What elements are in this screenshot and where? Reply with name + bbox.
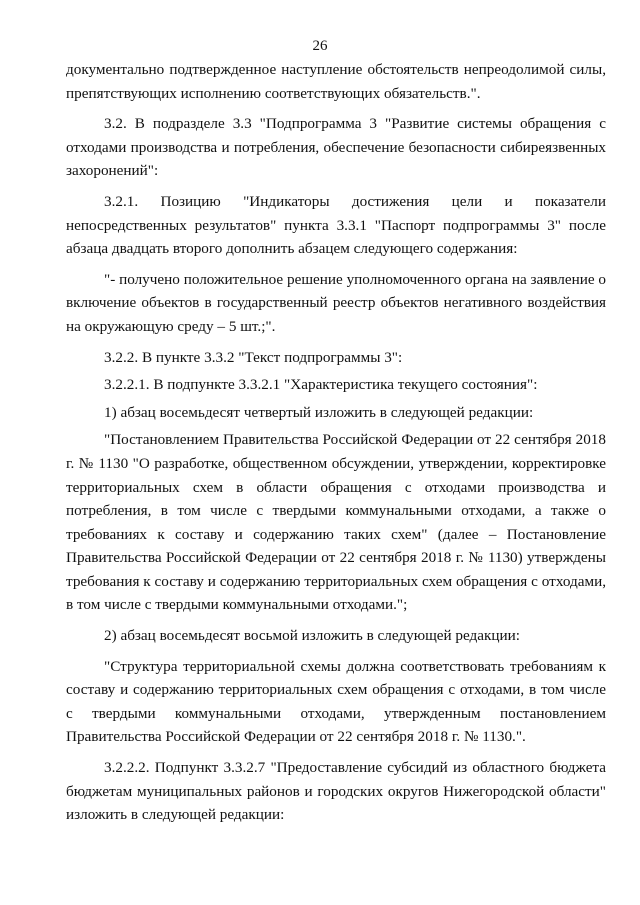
paragraph: "Структура территориальной схемы должна соответствовать требованиям к составу и содержанию территориальных схем обращения с отходами, в том числе с твердыми коммунальными отходами, утвержденным постановлением Правительства Российской Федерации от 22 сентября 2018 г. № 1130.". bbox=[66, 657, 606, 746]
paragraph: 3.2.1. Позицию "Индикаторы достижения цели и показатели непосредственных результатов" пункта 3.3.1 "Паспорт подпрограммы 3" после абзаца двадцать второго дополнить абзацем следующего содержания: bbox=[66, 192, 606, 258]
paragraph: 3.2.2.2. Подпункт 3.3.2.7 "Предоставление субсидий из областного бюджета бюджетам муниципальных районов и городских округов Нижегородской области" изложить в следующей редакции: bbox=[66, 759, 606, 824]
paragraph: 3.2.2. В пункте 3.3.2 "Текст подпрограммы 3": bbox=[104, 348, 403, 366]
page-number: 26 bbox=[312, 38, 328, 54]
paragraph: "Постановлением Правительства Российской Федерации от 22 сентября 2018 г. № 1130 "О разработке, общественном обсуждении, утверждении, корректировке территориальных схем в области обращения с отходами производства и потребления, в том числе с твердыми коммунальными отходами, а также о требованиях к составу и содержанию таких схем" (далее – Постановление Правительства Российской Федерации от 22 сентября 2018 г. № 1130) утверждены требования к составу и содержанию территориальных схем обращения с отходами, в том числе с твердыми коммунальными отходами."; bbox=[66, 431, 606, 614]
paragraph: 3.2. В подразделе 3.3 "Подпрограмма 3 "Развитие системы обращения с отходами производства и потребления, обеспечение безопасности сибиреязвенных захоронений": bbox=[66, 115, 606, 180]
paragraph: 2) абзац восемьдесят восьмой изложить в следующей редакции: bbox=[104, 627, 521, 645]
paragraph: документально подтвержденное наступление обстоятельств непреодолимой силы, препятствующих исполнению соответствующих обязательств.". bbox=[66, 61, 606, 102]
paragraph: "- получено положительное решение уполномоченного органа на заявление о включение объектов в государственный реестр объектов негативного воздействия на окружающую среду – 5 шт.;". bbox=[66, 270, 606, 335]
paragraph: 1) абзац восемьдесят четвертый изложить в следующей редакции: bbox=[104, 403, 534, 421]
paragraph: 3.2.2.1. В подпункте 3.3.2.1 "Характеристика текущего состояния": bbox=[104, 376, 538, 394]
document-body bbox=[66, 58, 606, 827]
